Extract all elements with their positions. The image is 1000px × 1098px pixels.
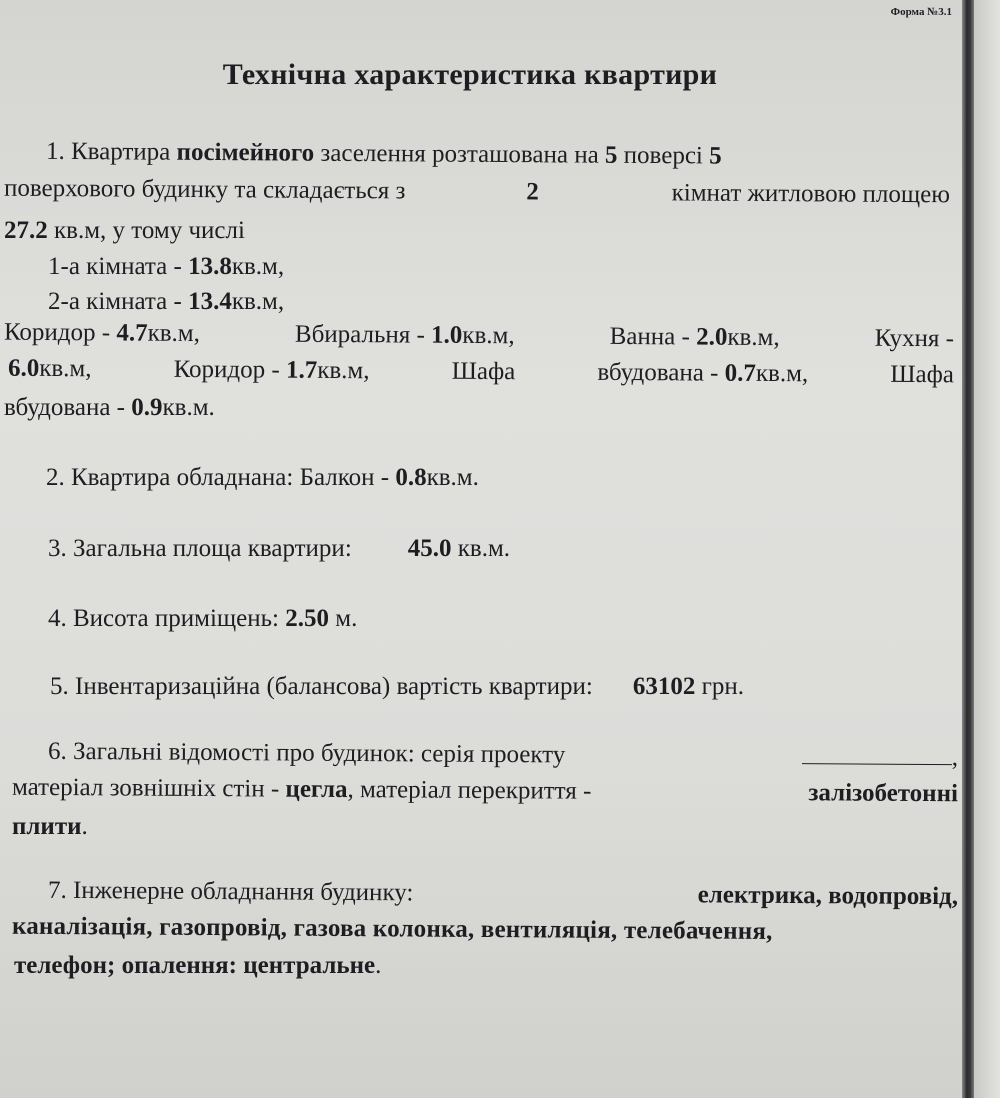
wardrobe-2-a: Шафа xyxy=(890,360,955,389)
form-number: Форма №3.1 xyxy=(890,6,952,18)
background-surface xyxy=(974,0,1000,1098)
balcony-line: 2. Квартира обладнана: Балкон - 0.8кв.м. xyxy=(46,464,479,491)
room-1-area: 13.8 xyxy=(188,253,232,280)
total-area: 45.0 xyxy=(407,535,452,562)
kitchen-label: Кухня - xyxy=(874,324,955,353)
p6-line-1: 6. Загальні відомості про будинок: серія проекту , xyxy=(47,737,959,772)
rooms-line-c: вбудована - 0.9кв.м. xyxy=(4,394,215,421)
p1-line-3: 27.2 кв.м, у тому числі xyxy=(4,217,245,244)
wardrobe-2-area: 0.9 xyxy=(131,394,163,421)
height-line: 4. Висота приміщень: 2.50 м. xyxy=(48,605,358,632)
kitchen-value: 6.0кв.м, xyxy=(7,354,92,383)
p7-line-2: каналізація, газопровід, газова колонка, вентиляція, телебачення, xyxy=(11,912,773,946)
wc: Вбиральня - 1.0кв.м, xyxy=(294,320,515,350)
corridor-2: Коридор - 1.7кв.м, xyxy=(173,355,370,385)
room-1-line: 1-а кімната - 13.8кв.м, xyxy=(48,253,285,280)
room-height: 2.50 xyxy=(285,605,329,632)
p1-l2-c: кімнат житловою площею xyxy=(671,179,951,209)
p1-l1-text: 1. Квартира посімейного заселення розташована на 5 поверсі 5 xyxy=(45,137,722,170)
balcony-area: 0.8 xyxy=(395,464,427,491)
p7-line-3: телефон; опалення: центральне. xyxy=(14,952,382,979)
p6-l2-left: матеріал зовнішніх стін - цегла, матеріал перекриття - xyxy=(11,773,592,805)
document-title: Технічна характеристика квартири xyxy=(222,58,718,91)
room-2-area: 13.4 xyxy=(188,288,232,315)
cost-line: 5. Інвентаризаційна (балансова) вартість квартири: 63102 грн. xyxy=(50,673,744,700)
p7-line-1: 7. Інженерне обладнання будинку: електрика, водопровід, xyxy=(47,876,959,911)
floor-material: залізобетонні xyxy=(808,779,959,808)
wardrobe-1-b: вбудована - 0.7кв.м, xyxy=(597,358,809,388)
bath: Ванна - 2.0кв.м, xyxy=(609,322,780,352)
project-series-blank xyxy=(802,743,952,765)
p1-l2-a: поверхового будинку та складається з xyxy=(3,174,406,205)
total-area-line: 3. Загальна площа квартири: 45.0 кв.м. xyxy=(48,535,511,562)
p1-rooms-count: 2 xyxy=(526,178,539,206)
inventory-cost: 63102 xyxy=(632,673,696,700)
corridor-1: Коридор - 4.7кв.м, xyxy=(3,318,200,348)
sheet-edge-border xyxy=(962,0,974,1098)
project-series-field: , xyxy=(802,743,958,772)
p6-line-3: плити. xyxy=(12,813,88,840)
p1-living-area: 27.2 xyxy=(4,217,48,244)
room-2-line: 2-а кімната - 13.4кв.м, xyxy=(48,288,285,315)
wardrobe-1-a: Шафа xyxy=(451,357,516,386)
